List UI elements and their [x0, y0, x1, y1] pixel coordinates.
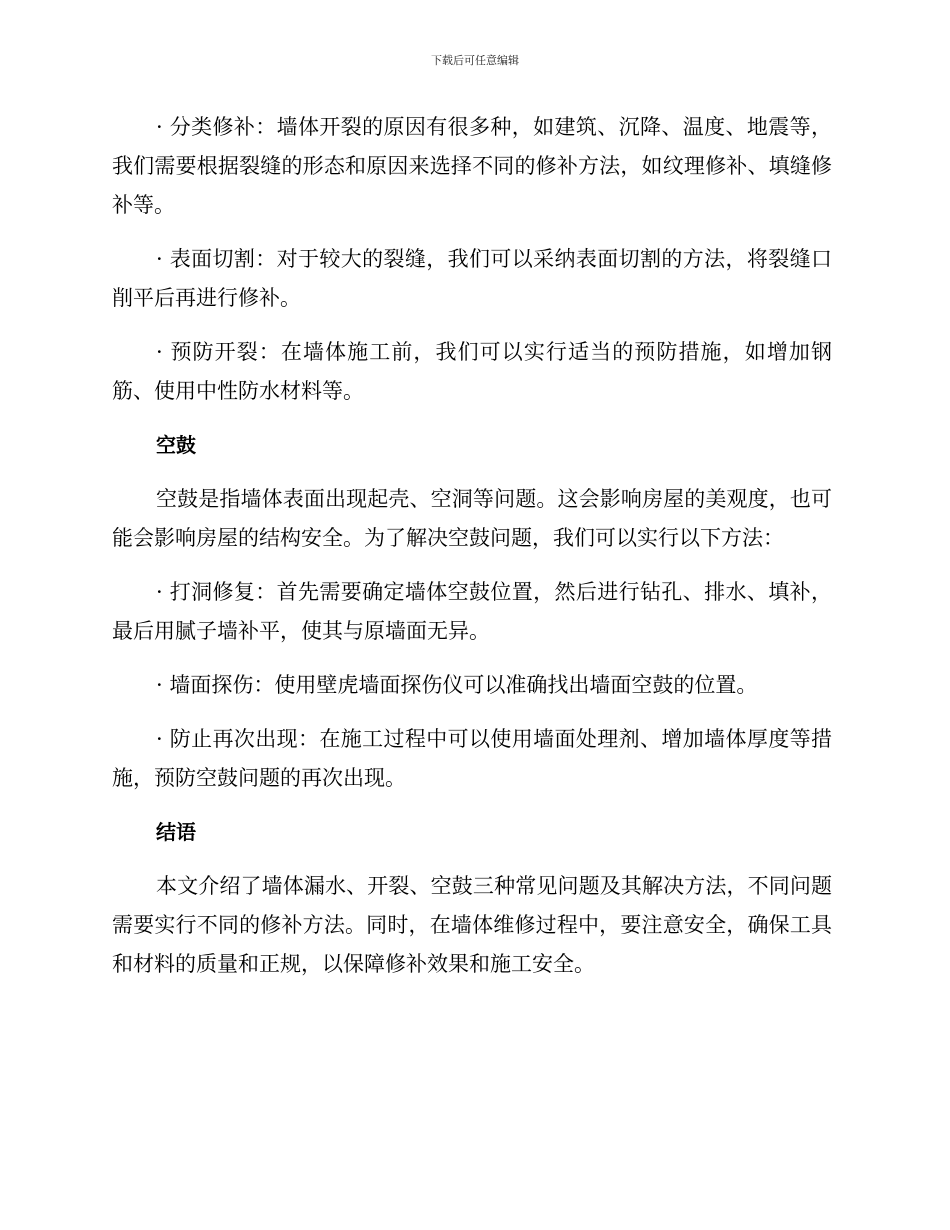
section-heading-conclusion: 结语: [156, 820, 196, 844]
paragraph-surface-cutting: · 表面切割：对于较大的裂缝，我们可以采纳表面切割的方法，将裂缝口削平后再进行修补。: [112, 247, 832, 310]
paragraph-hollowing-intro: 空鼓是指墙体表面出现起壳、空洞等问题。这会影响房屋的美观度，也可能会影响房屋的结构安全。为了解决空鼓问题，我们可以实行以下方法：: [112, 487, 832, 550]
paragraph-conclusion: 本文介绍了墙体漏水、开裂、空鼓三种常见问题及其解决方法，不同问题需要实行不同的修补方法。同时，在墙体维修过程中，要注意安全，确保工具和材料的质量和正规，以保障修补效果和施工安全。: [112, 874, 832, 976]
paragraph-wall-detection: · 墙面探伤：使用壁虎墙面探伤仪可以准确找出墙面空鼓的位置。: [156, 673, 758, 697]
paragraph-drill-repair: · 打洞修复：首先需要确定墙体空鼓位置，然后进行钻孔、排水、填补，最后用腻子墙补平，使其与原墙面无异。: [112, 580, 832, 643]
paragraph-prevent-recurrence: · 防止再次出现：在施工过程中可以使用墙面处理剂、增加墙体厚度等措施，预防空鼓问题的再次出现。: [112, 727, 832, 790]
page-header-note: 下载后可任意编辑: [431, 54, 519, 67]
section-heading-hollowing: 空鼓: [156, 433, 196, 457]
paragraph-classified-repair: · 分类修补：墙体开裂的原因有很多种，如建筑、沉降、温度、地震等，我们需要根据裂缝的形态和原因来选择不同的修补方法，如纹理修补、填缝修补等。: [112, 115, 832, 217]
document-body: [112, 108, 832, 999]
paragraph-crack-prevention: · 预防开裂：在墙体施工前，我们可以实行适当的预防措施，如增加钢筋、使用中性防水材料等。: [112, 340, 832, 403]
